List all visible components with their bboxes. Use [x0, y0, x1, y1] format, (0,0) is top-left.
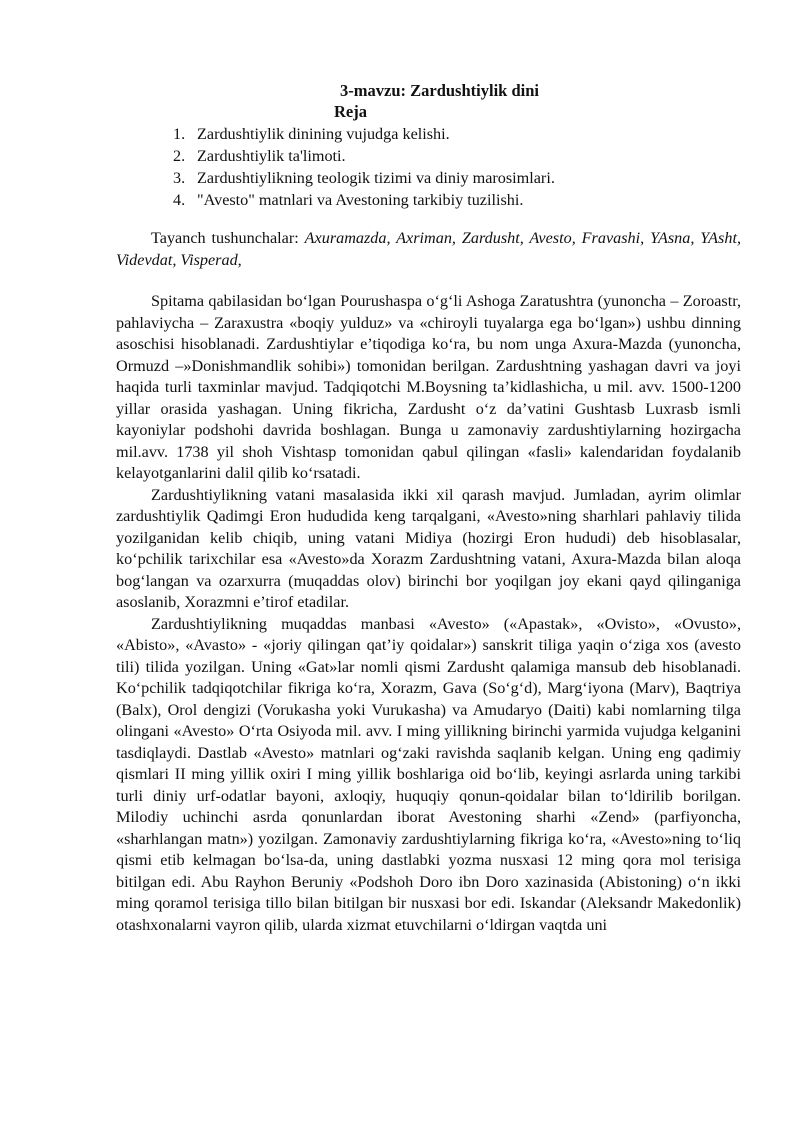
key-concepts: [116, 228, 741, 271]
plan-item-number: 1.: [173, 125, 186, 143]
document-title: 3-mavzu: Zardushtiylik dini: [340, 81, 539, 100]
plan-item-number: 4.: [173, 191, 186, 209]
plan-heading: Reja: [334, 102, 367, 121]
plan-item-text: "Avesto" matnlari va Avestoning tarkibiy tuzilishi.: [197, 191, 524, 209]
plan-item-number: 2.: [173, 147, 186, 165]
key-concepts-list: Axuramazda, Axriman, Zardusht, Avesto, Fravashi, YAsna, YAsht, Videvdat, Visperad,: [116, 229, 741, 269]
plan-item: [173, 145, 741, 167]
plan-item: [173, 167, 741, 189]
plan-item-number: 3.: [173, 169, 186, 187]
key-concepts-label: Tayanch tushunchalar:: [151, 229, 305, 247]
body-paragraph: Zardushtiylikning vatani masalasida ikki xil qarash mavjud. Jumladan, ayrim olimlar zardushtiylik Qadimgi Eron hududida keng tarqalgani, «Avesto»ning sharhlari pahlaviy tilida yozilganidan kelib chiqib, uning vatani Midiya (hozirgi Eron hududi) deb hisoblasalar, ko‘pchilik tarixchilar esa «Avesto»da Xorazm Zardushtning vatani, Axura-Mazda bilan aloqa bog‘langan va ozarxurra (muqaddas olov) birinchi bor yoqilgan joy ekani qayd qilinganiga asoslanib, Xorazmni e’tirof etadilar.: [116, 485, 741, 611]
body-paragraph: Zardushtiylikning muqaddas manbasi «Avesto» («Apastak», «Ovisto», «Ovusto», «Abisto», «Avasto» - «joriy qilingan qat’iy qoidalar») sanskrit tiliga yaqin o‘ziga xos (avesto tili) tilida yozilgan. Uning «Gat»lar nomli qismi Zardusht qalamiga mansub deb hisoblanadi. Ko‘pchilik tadqiqotchilar fikriga ko‘ra, Xorazm, Gava (So‘g‘d), Marg‘iyona (Marv), Baqtriya (Balx), Orol dengizi (Vorukasha yoki Vurukasha) va Amudaryo (Daiti) kabi nomlarning tilga olingani «Avesto» O‘rta Osiyoda mil. avv. I ming yillikning birinchi yarmida vujudga kelganini tasdiqlaydi. Dastlab «Avesto» matnlari og‘zaki ravishda saqlanib kelgan. Uning eng qadimiy qismlari II ming yillik oxiri I ming yillik boshlariga oid bo‘lib, keyingi asrlarda uning tarkibi turli diniy urf-odatlar bayoni, axloqiy, huquqiy qonun-qoidalar bilan to‘ldirilib borilgan. Milodiy uchinchi asrda qonunlardan iborat Avestoning sharhi «Zend» (parfiyoncha, «sharhlangan matn») yozilgan. Zamonaviy zardushtiylarning fikriga ko‘ra, «Avesto»ning to‘liq qismi etib kelmagan bo‘lsa-da, uning dastlabki yozma nusxasi 12 ming qora mol terisiga bitilgan edi. Abu Rayhon Beruniy «Podshoh Doro ibn Doro xazinasida (Abistoning) o‘n ikki ming qoramol terisiga tillo bilan bitilgan bir nusxasi bor edi. Iskandar (Aleksandr Makedonlik) otashxonalarni vayron qilib, ularda xizmat etuvchilarni o‘ldirgan vaqtda uni: [116, 614, 741, 934]
plan-item-text: Zardushtiylik ta'limoti.: [197, 147, 346, 165]
plan-item-text: Zardushtiylik dinining vujudga kelishi.: [197, 125, 450, 143]
document-page: [116, 80, 741, 936]
plan-item-text: Zardushtiylikning teologik tizimi va diniy marosimlari.: [197, 169, 555, 187]
plan-list: [116, 123, 741, 211]
plan-item: [173, 123, 741, 145]
plan-item: [173, 189, 741, 211]
body-paragraph: Spitama qabilasidan bo‘lgan Pourushaspa o‘g‘li Ashoga Zaratushtra (yunoncha – Zoroastr, pahlaviycha – Zaraxustra «boqiy yulduz» va «chiroyli tuyalarga ega bo‘lgan») ushbu dinning asoschisi hisoblanadi. Zardushtiylar e’tiqodiga ko‘ra, bu nom unga Axura-Mazda (yunoncha, Ormuzd –»Donishmandlik sohibi») tomonidan berilgan. Zardushtning yashagan davri va joyi haqida turli taxminlar mavjud. Tadqiqotchi M.Boysning ta’kidlashicha, u mil. avv. 1500-1200 yillar orasida yashagan. Uning fikricha, Zardusht o‘z da’vatini Gushtasb Luxrasb ismli kayoniylar podshohi davrida boshlagan. Bunga u zamonaviy zardushtiylarning hozirgacha mil.avv. 1738 yil shoh Vishtasp tomonidan qabul qilingan «fasli» kalendaridan foydalanib kelayotganlarini dalil qilib ko‘rsatadi.: [116, 292, 741, 482]
